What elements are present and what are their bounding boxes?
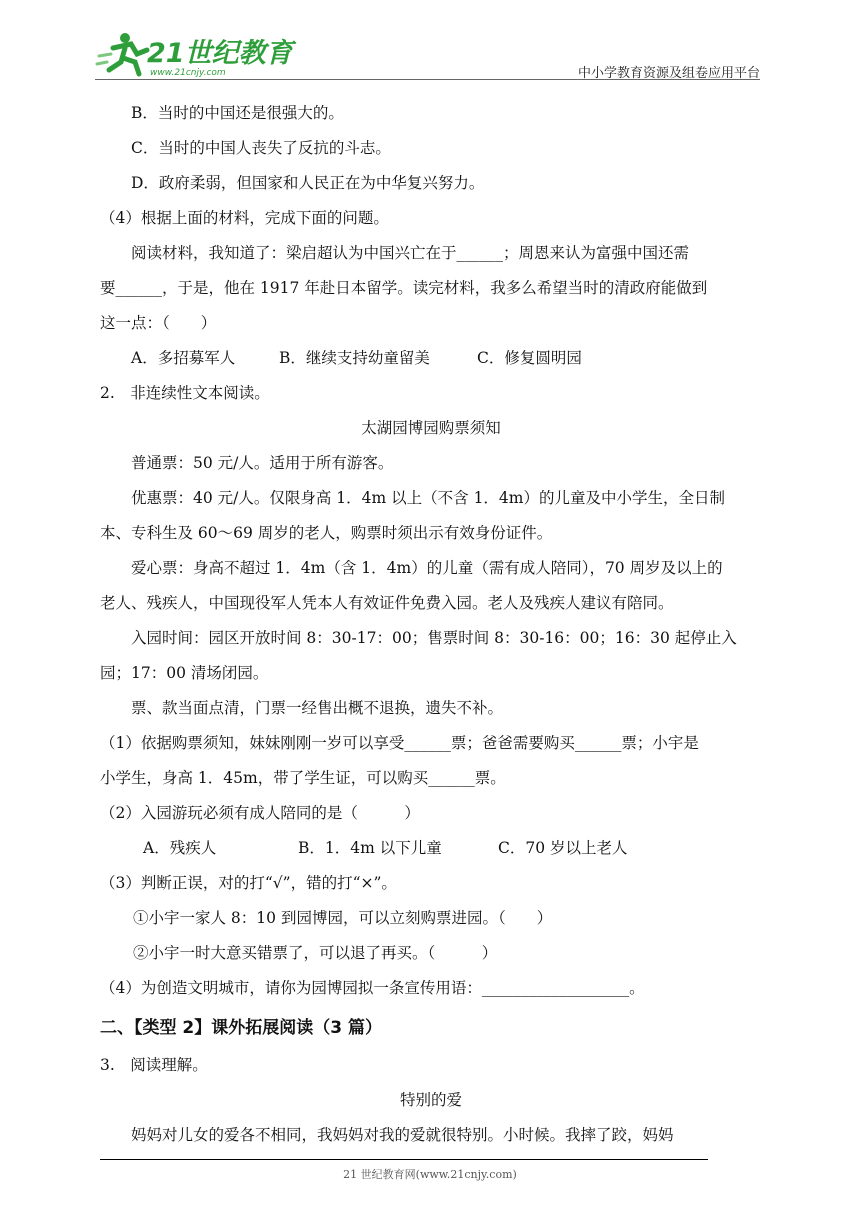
- ticket-discount-line-1: 优惠票：40 元/人。仅限身高 1．4m 以上（不含 1．4m）的儿童及中小学生，全日制: [131, 489, 725, 507]
- runner-logo-icon: [95, 30, 315, 78]
- question-3: （3）判断正误，对的打“√”，错的打“×”。: [100, 874, 397, 892]
- question-4-line-2: 要______，于是，他在 1917 年赴日本留学。读完材料，我多么希望当时的清政府能做到: [100, 279, 708, 297]
- page-footer: 21 世纪教育网(www.21cnjy.com): [343, 1168, 517, 1181]
- question-4-heading: （4）根据上面的材料，完成下面的问题。: [100, 209, 389, 227]
- footer-divider: [100, 1159, 708, 1160]
- question-1-line-2: 小学生，身高 1．45m，带了学生证，可以购买______票。: [100, 769, 506, 787]
- option-item: C．70 岁以上老人: [498, 839, 628, 857]
- header-divider: [95, 79, 760, 80]
- ticket-regular: 普通票：50 元/人。适用于所有游客。: [131, 454, 394, 472]
- question-4-line-3: 这一点：（ ）: [100, 314, 217, 332]
- notice-title: 太湖园博园购票须知: [361, 419, 501, 437]
- option-item: C．修复圆明园: [477, 349, 582, 367]
- section-3-title: 3. 阅读理解。: [100, 1056, 208, 1074]
- entry-time-line-1: 入园时间：园区开放时间 8：30-17：00；售票时间 8：30-16：00；16：30 起停止入: [131, 629, 737, 647]
- option-item: B．继续支持幼童留美: [279, 349, 430, 367]
- ticket-free-line-1: 爱心票：身高不超过 1．4m（含 1．4m）的儿童（需有成人陪同），70 周岁及以上的: [131, 559, 723, 577]
- section-heading: 二、【类型 2】课外拓展阅读（3 篇）: [100, 1018, 382, 1038]
- question-4b: （4）为创造文明城市，请你为园博园拟一条宣传用语：___________________。: [100, 979, 645, 997]
- story-title: 特别的爱: [399, 1091, 462, 1109]
- platform-name: 中小学教育资源及组卷应用平台: [577, 66, 760, 81]
- ticket-policy: 票、款当面点清，门票一经售出概不退换，遗失不补。: [131, 699, 504, 717]
- option-d: D．政府柔弱，但国家和人民正在为中华复兴努力。: [131, 174, 485, 192]
- question-1-line-1: （1）依据购票须知，妹妹刚刚一岁可以享受______票；爸爸需要购买______票；小宇是: [100, 734, 699, 752]
- option-c: C．当时的中国人丧失了反抗的斗志。: [131, 139, 391, 157]
- story-paragraph: 妈妈对儿女的爱各不相同，我妈妈对我的爱就很特别。小时候。我摔了跤，妈妈: [131, 1126, 674, 1144]
- question-4-options: [100, 341, 762, 376]
- question-2-options: [100, 831, 762, 866]
- entry-time-line-2: 园；17：00 清场闭园。: [100, 664, 269, 682]
- section-2-title: 2. 非连续性文本阅读。: [100, 384, 270, 402]
- question-3-item-1: ①小宇一家人 8：10 到园博园，可以立刻购票进园。（ ）: [133, 909, 553, 927]
- logo-text: 21世纪教育: [147, 38, 293, 69]
- option-b: B．当时的中国还是很强大的。: [131, 104, 344, 122]
- site-logo: [95, 30, 315, 78]
- question-3-item-2: ②小宇一时大意买错票了，可以退了再买。（ ）: [133, 944, 498, 962]
- ticket-free-line-2: 老人、残疾人，中国现役军人凭本人有效证件免费入园。老人及残疾人建议有陪同。: [100, 594, 674, 612]
- document-body: [100, 96, 762, 1153]
- option-item: B．1．4m 以下儿童: [298, 839, 442, 857]
- ticket-discount-line-2: 本、专科生及 60～69 周岁的老人，购票时须出示有效身份证件。: [100, 524, 553, 542]
- option-item: A．多招募军人: [131, 349, 236, 367]
- logo-url: www.21cnjy.com: [150, 68, 226, 78]
- question-4-line-1: 阅读材料，我知道了：梁启超认为中国兴亡在于______；周恩来认为富强中国还需: [131, 244, 690, 262]
- page-header: [95, 30, 760, 80]
- option-item: A．残疾人: [143, 839, 217, 857]
- question-2: （2）入园游玩必须有成人陪同的是（ ）: [100, 804, 420, 822]
